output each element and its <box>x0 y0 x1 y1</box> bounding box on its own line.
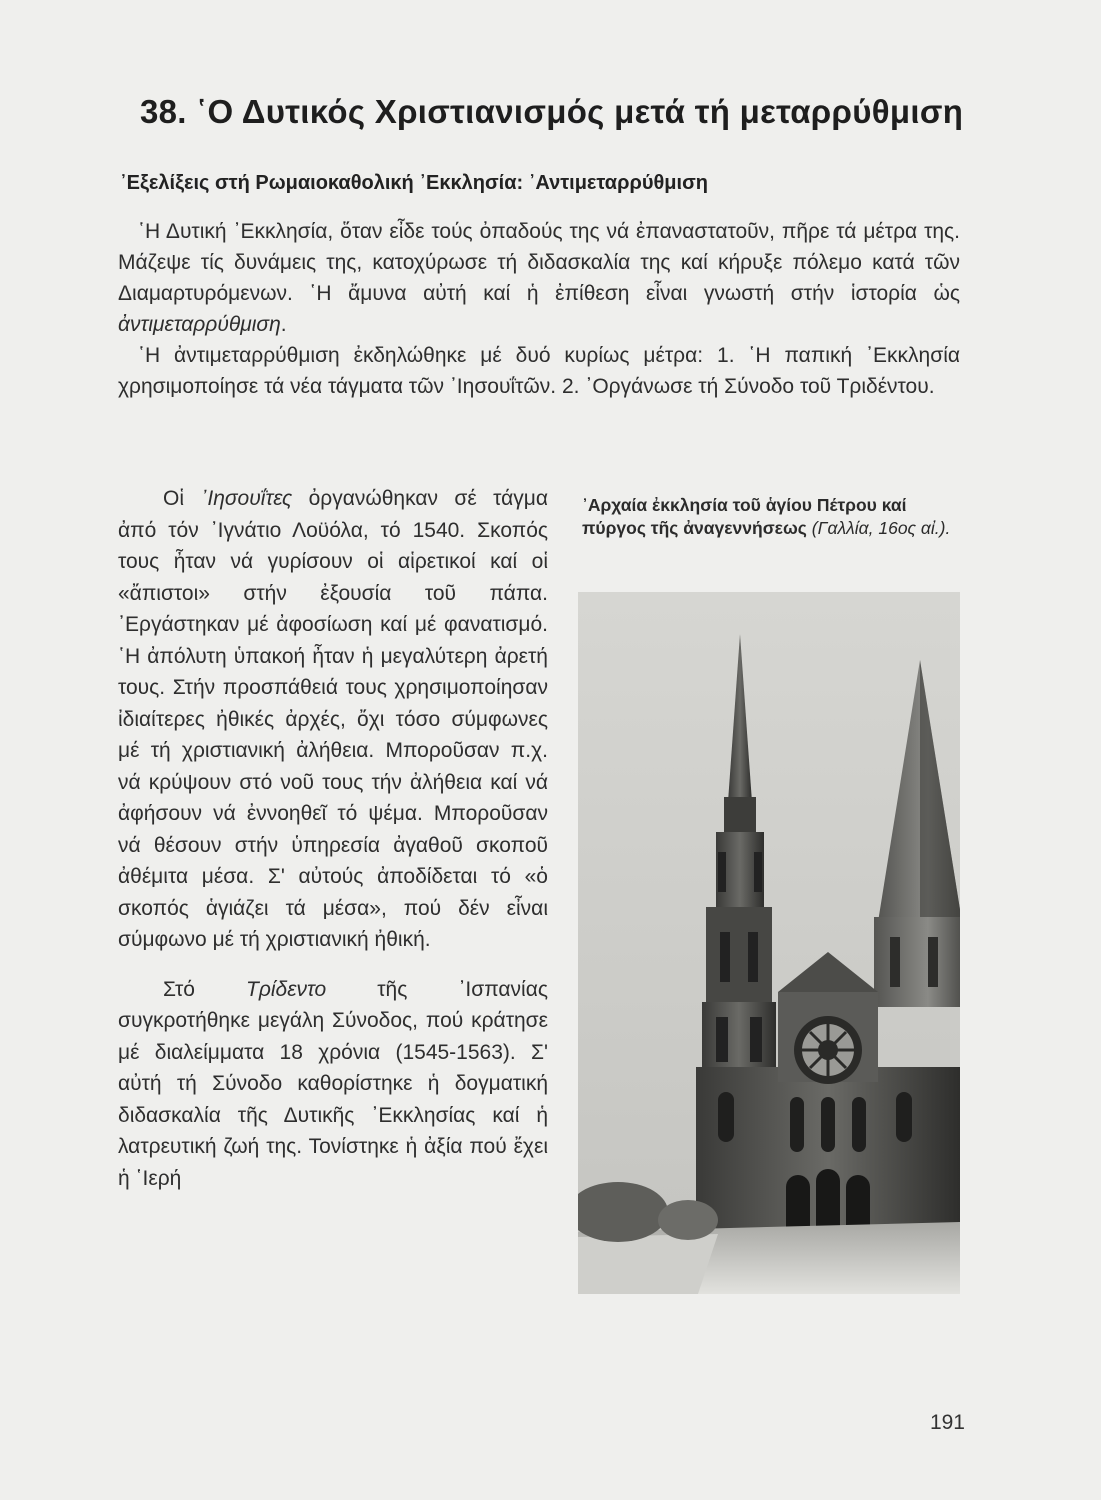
trent-term: Τρίδεντο <box>246 977 327 1001</box>
trent-p-text: τῆς ᾿Ισπανίας συγκροτήθηκε μεγάλη Σύνοδος, πού κράτησε μέ διαλείμματα 18 χρόνια (1545-1563). Σ' αὐτή τή Σύνοδο καθορίστηκε ἡ δογματική διδασκαλία τῆς Δυτικῆς ᾿Εκκλησίας καί ἡ λατρευτική ζωή της. Τονίστηκε ἡ ἀξία πού ἔχει ἡ ῾Ιερή <box>118 977 548 1190</box>
jesuits-paragraph <box>118 483 548 956</box>
cathedral-photo <box>578 592 960 1294</box>
main-column <box>118 483 548 1194</box>
jesuits-p-start: Οἱ <box>163 487 201 510</box>
intro-p1-term: ἀντιμεταρρύθμιση <box>118 313 281 336</box>
jesuits-p-text: ὀργανώθηκαν σέ τάγμα ἀπό τόν ᾿Ιγνάτιο Λοϋόλα, τό 1540. Σκοπός τους ἦταν νά γυρίσουν οἱ αἱρετικοί καί οἱ «ἄπιστοι» στήν ἐξουσία τοῦ πάπα. ᾿Εργάστηκαν μέ ἀφοσίωση καί μέ φανατισμό. ῾Η ἀπόλυτη ὑπακοή ἦταν ἡ μεγαλύτερη ἀρετή τους. Στήν προσπάθειά τους χρησιμοποίησαν ἰδιαίτερες ἠθικές ἀρχές, ὄχι τόσο σύμφωνες μέ τή χριστιανική ἀλήθεια. Μποροῦσαν π.χ. νά κρύψουν στό νοῦ τους τήν ἀλήθεια καί νά ἀφήσουν νά ἐννοηθεῖ τό ψέμα. Μποροῦσαν νά θέσουν στήν ὑπηρεσία ἀγαθοῦ σκοποῦ ἀθέμιτα μέσα. Σ' αὐτούς ἀποδίδεται τό «ὁ σκοπός ἁγιάζει τά μέσα», πού δέν εἶναι σύμφωνο μέ τή χριστιανική ἠθική. <box>118 487 548 951</box>
caption-detail: (Γαλλία, 16ος αἰ.). <box>811 518 951 538</box>
cathedral-illustration <box>578 592 960 1294</box>
figure-caption <box>582 494 960 540</box>
intro-p1-end: . <box>280 313 287 336</box>
section-heading: ᾿Εξελίξεις στή Ρωμαιοκαθολική ᾿Εκκλησία: ᾿Αντιμεταρρύθμιση <box>120 172 708 194</box>
trent-p-start: Στό <box>163 977 247 1001</box>
chapter-title: 38. ῾Ο Δυτικός Χριστιανισμός μετά τή μεταρρύθμιση <box>140 93 964 130</box>
page-number: 191 <box>929 1411 965 1434</box>
intro-paragraph-2: ῾Η ἀντιμεταρρύθμιση ἐκδηλώθηκε μέ δυό κυρίως μέτρα: 1. ῾Η παπική ᾿Εκκλησία χρησιμοποίησε τά νέα τάγματα τῶν ᾿Ιησουΐτῶν. 2. ᾿Οργάνωσε τή Σύνοδο τοῦ Τριδέντου. <box>118 344 960 398</box>
trent-paragraph <box>118 974 548 1195</box>
intro-text <box>118 216 960 402</box>
intro-p1-text: ῾Η Δυτική ᾿Εκκλησία, ὅταν εἶδε τούς ὀπαδούς της νά ἐπαναστατοῦν, πῆρε τά μέτρα της. Μάζεψε τίς δυνάμεις της, κατοχύρωσε τή διδασκαλία της καί κήρυξε πόλεμο κατά τῶν Διαμαρτυρόμενων. ῾Η ἄμυνα αὐτή καί ἡ ἐπίθεση εἶναι γνωστή στήν ἱστορία ὡς <box>118 220 960 305</box>
jesuits-term: ᾿Ιησουΐτες <box>200 487 293 510</box>
intro-paragraph-1 <box>118 216 960 340</box>
caption-title: ᾿Αρχαία ἐκκλησία τοῦ ἁγίου Πέτρου καί πύργος τῆς ἀναγεννήσεως <box>582 495 907 538</box>
